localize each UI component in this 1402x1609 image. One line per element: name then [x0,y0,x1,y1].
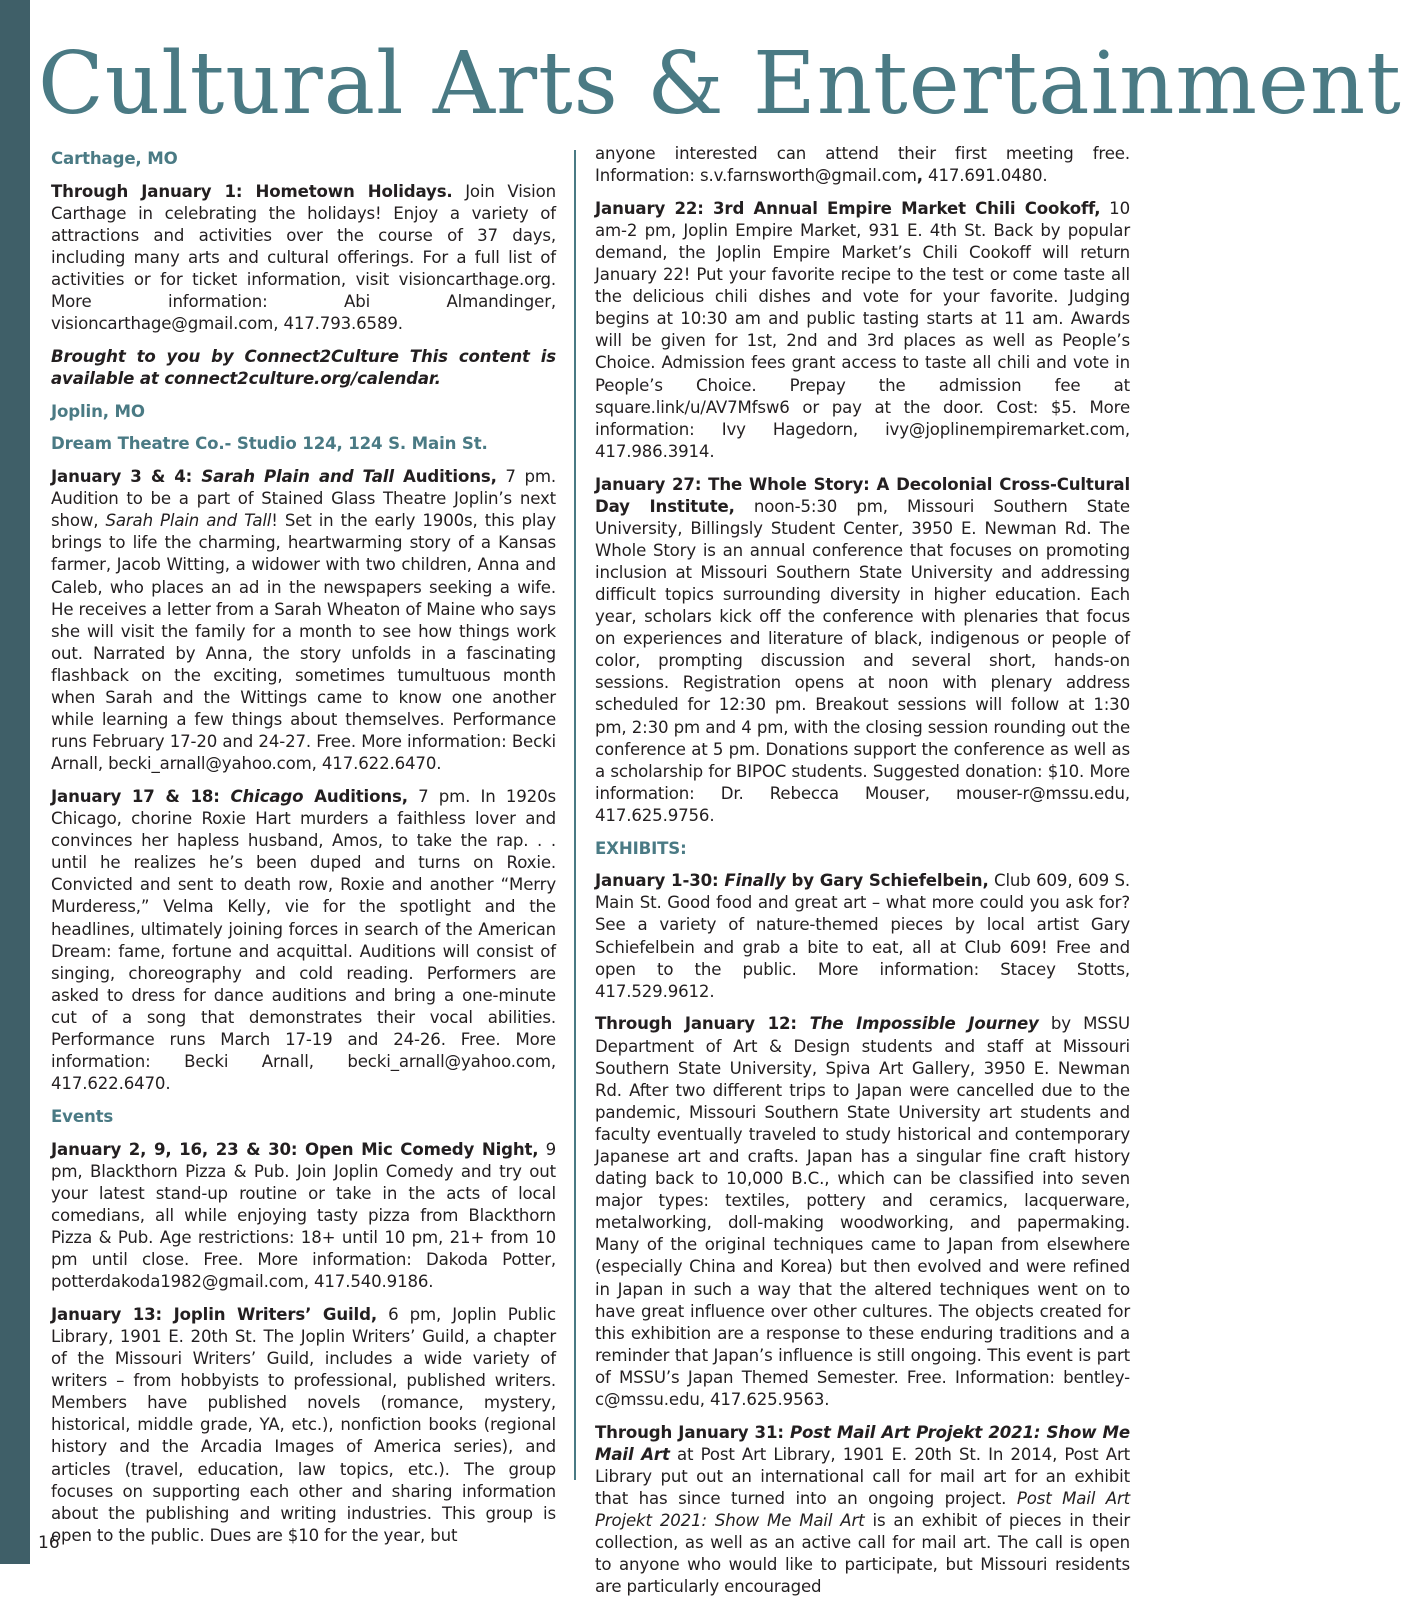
section-heading-exhibits: EXHIBITS: [595,838,687,858]
listing-impossible-journey [595,1013,1130,1411]
listing-hometown-holidays [51,181,556,336]
listing-chicago-auditions [51,786,556,1095]
listing-body: 10 am-2 pm, Joplin Empire Market, 931 E. 4th St. Back by popular demand, the Joplin Empire Market’s Chili Cookoff will return January 22! Put your favorite recipe to the test or come taste all the delicious chili dishes and vote for your favorite. Judging begins at 10:30 am and public tasting starts at 11 am. Awards will be given for 1st, 2nd and 3rd places as well as People’s Choice. Admission fees grant access to taste all chili and vote in People’s Choice. Prepay the admission fee at square.link/u/AV7Mfsw6 or pay at the door. Cost: $5. More information: Ivy Hagedorn, ivy@joplinempiremarket.com, 417.986.3914. [595,198,1130,461]
listing-lead: January 2, 9, 16, 23 & 30: Open Mic Comedy Night, [51,1139,539,1159]
sponsor-note [51,346,556,390]
listing-whole-story [595,474,1130,828]
listing-body: 9 pm, Blackthorn Pizza & Pub. Join Joplin Comedy and try out your latest stand-up routine or take in the acts of local comedians, all while enjoying tasty pizza from Blackthorn Pizza & Pub. Age restrictions: 18+ until 10 pm, 21+ from 10 pm until close. Free. More information: Dakoda Potter, potterdakoda1982@gmail.com, 417.540.9186. [51,1139,556,1292]
show-title: Sarah Plain and Tall [105,511,272,531]
listing-body: ! Set in the early 1900s, this play brings to life the charming, heartwarming story of a Kansas farmer, Jacob Witting, a widower with two children, Anna and Caleb, who places an ad in the newspapers seeking a wife. He receives a letter from a Sarah Wheaton of Maine who says she will visit the family for a month to see how things work out. Narrated by Anna, the story unfolds in a fascinating flashback on the exciting, sometimes tumultuous month when Sarah and the Wittings came to know one another while learning a few things about themselves. Performance runs February 17-20 and 24-27. Free. More information: Becki Arnall, becki_arnall@yahoo.com, 417.622.6470. [51,511,556,774]
listing-lead: Through January 12: The Impossible Journey [595,1014,1039,1034]
listing-writers-guild-continued: anyone interested can attend their first meeting free. Information: s.v.farnsworth@gmail.com, 417.691.0480. [595,144,1130,186]
listing-body: Join Vision Carthage in celebrating the holidays! Enjoy a variety of attractions and activities over the course of 37 days, including many arts and cultural offerings. For a full list of activities or for ticket information, visit visioncarthage.org. More information: Abi Almandinger, visioncarthage@gmail.com, 417.793.6589. [51,181,556,334]
listing-lead: January 1-30: Finally by Gary Schiefelbein, [595,871,989,891]
listing-post-mail-art [595,1422,1130,1599]
page-title: Cultural Arts & Entertainment [38,34,1402,134]
section-heading-carthage: Carthage, MO [51,149,178,168]
listing-body: noon-5:30 pm, Missouri Southern State University, Billingsly Student Center, 3950 E. Newman Rd. The Whole Story is an annual conference that focuses on promoting inclusion at Missouri Southern State University and addressing difficult topics surrounding diversity in higher education. Each year, scholars kick off the conference with plenaries that focus on experiences and literature of black, indigenous or people of color, prompting discussion and several short, hands-on sessions. Registration opens at noon with plenary address scheduled for 12:30 pm. Breakout sessions will follow at 1:30 pm, 2:30 pm and 4 pm, with the closing session rounding out the conference at 5 pm. Donations support the conference as well as a scholarship for BIPOC students. Suggested donation: $10. More information: Dr. Rebecca Mouser, mouser-r@mssu.edu, 417.625.9756. [595,496,1130,825]
sponsor-text: Brought to you by Connect2Culture This content is available at connect2culture.org/calendar. [51,346,556,389]
listing-lead: Through January 1: Hometown Holidays. [51,181,453,201]
page-edge-bar [0,0,30,1564]
show-title: Post Mail Art Projekt 2021: Show Me Mail Art [595,1489,1131,1531]
listing-lead: January 17 & 18: Chicago Auditions, [51,787,408,806]
listing-body: is an exhibit of pieces in their collection, as well as an active call for mail art. The call is open to anyone who would like to participate, but Missouri residents are particularly encouraged [595,1511,1131,1597]
venue-heading-dream-theatre: Dream Theatre Co.- Studio 124, 124 S. Main St. [51,434,488,454]
listing-lead: January 22: 3rd Annual Empire Market Chili Cookoff, [595,198,1101,218]
listing-body: 7 pm. In 1920s Chicago, chorine Roxie Hart murders a faithless lover and convinces her hapless husband, Amos, to take the rap. . . until he realizes he’s been duped and turns on Roxie. Convicted and sent to death row, Roxie and another “Merry Murderess,” Velma Kelly, vie for the spotlight and the headlines, ultimately joining forces in search of the American Dream: fame, fortune and acquittal. Auditions will consist of singing, choreography and cold reading. Performers are asked to dress for dance auditions and bring a one-minute cut of a song that demonstrates their vocal abilities. Performance runs March 17-19 and 24-26. Free. More information: Becki Arnall, becki_arnall@yahoo.com, 417.622.6470. [51,787,556,1094]
listing-sarah-plain-and-tall [51,466,556,775]
listing-lead: Through January 31: Post Mail Art Projekt 2021: Show Me Mail Art [595,1422,1130,1464]
left-column [51,148,556,1557]
listing-open-mic-comedy [51,1139,556,1294]
right-column [595,143,1130,1609]
listing-body: 6 pm, Joplin Public Library, 1901 E. 20th St. The Joplin Writers’ Guild, a chapter of the Missouri Writers’ Guild, includes a wide variety of writers – from hobbyists to professional, published writers. Members have published novels (romance, mystery, historical, middle grade, YA, etc.), nonfiction books (regional history and the Arcadia Images of America series), and articles (travel, education, law topics, etc.). The group focuses on supporting each other and sharing information about the publishing and writing industries. This group is open to the public. Dues are $10 for the year, but [51,1304,556,1545]
section-heading-joplin: Joplin, MO [51,401,145,421]
listing-writers-guild [51,1304,556,1547]
listing-body: at Post Art Library, 1901 E. 20th St. In 2014, Post Art Library put out an international call for mail art for an exhibit that has since turned into an ongoing project. [595,1444,1130,1508]
listing-finally-exhibit [595,870,1130,1003]
listing-lead: January 13: Joplin Writers’ Guild, [51,1304,377,1324]
section-heading-events: Events [51,1106,114,1126]
listing-lead: January 27: The Whole Story: A Decolonial Cross-Cultural Day Institute, [595,474,1130,516]
listing-body: by MSSU Department of Art & Design students and staff at Missouri Southern State University, Spiva Art Gallery, 3950 E. Newman Rd. After two different trips to Japan were cancelled due to the pandemic, Missouri Southern State University art students and faculty eventually traveled to study historical and contemporary Japanese art and crafts. Japan has a singular fine craft history dating back to 10,000 B.C., which can be classified into seven major types: textiles, pottery and ceramics, lacquerware, metalworking, doll-making woodworking, and papermaking. Many of the original techniques came to Japan from elsewhere (especially China and Korea) but then evolved and were refined in Japan in such a way that the altered techniques went on to have great influence over other cultures. The objects created for this exhibition are a response to these enduring traditions and a reminder that Japan’s influence is still ongoing. This event is part of MSSU’s Japan Themed Semester. Free. Information: bentley-c@mssu.edu, 417.625.9563. [595,1014,1130,1410]
page-number: 16 [38,1533,60,1553]
column-divider [574,150,576,1480]
listing-body: Club 609, 609 S. Main St. Good food and great art – what more could you ask for? See a variety of nature-themed pieces by local artist Gary Schiefelbein and grab a bite to eat, all at Club 609! Free and open to the public. More information: Stacey Stotts, 417.529.9612. [595,871,1130,1001]
listing-chili-cookoff [595,198,1130,463]
listing-lead: January 3 & 4: Sarah Plain and Tall Auditions, [51,467,497,487]
listing-body: 7 pm. Audition to be a part of Stained Glass Theatre Joplin’s next show, [51,467,556,531]
